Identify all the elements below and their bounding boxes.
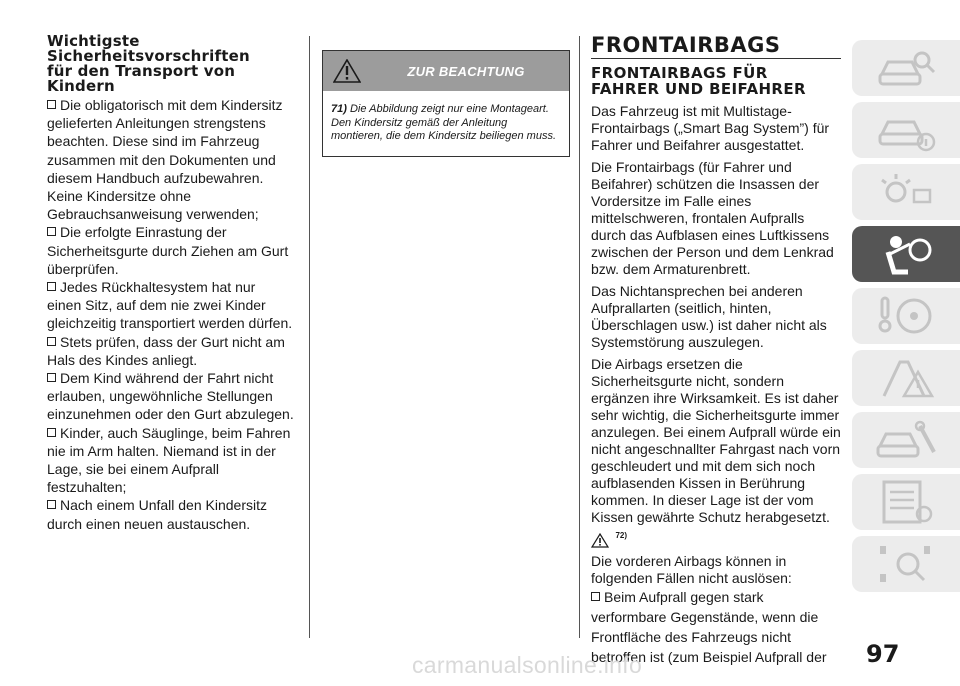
section-subtitle [591,65,841,97]
text-line [47,496,297,514]
line-text: überprüfen. [47,260,119,277]
warning-triangle-icon [591,533,609,548]
heading-line: Sicherheitsvorschriften [47,47,250,65]
text-line [591,587,841,607]
line-text: verformbare Gegenstände, wenn die [591,609,819,626]
line-text: Die obligatorisch mit dem Kindersitz [60,97,283,113]
right-column [591,34,841,667]
line-text: Gebrauchsanweisung verwenden; [47,206,259,223]
heading-line: Wichtigste [47,32,140,50]
text-line [47,114,297,132]
line-text: beachten. Diese sind im Fahrzeug [47,133,260,150]
text-line [47,96,297,114]
text-line [47,132,297,150]
column-divider [579,36,580,638]
bullet-square-icon [591,592,600,601]
chapter-tab[interactable] [852,350,960,406]
bullet-square-icon [47,500,56,509]
text-line [47,333,297,351]
text-line [47,278,297,296]
subtitle-line: FRONTAIRBAGS FÜR [591,64,768,82]
text-line [47,223,297,241]
line-text: Nach einem Unfall den Kindersitz [60,497,267,514]
paragraph: Das Nichtansprechen bei anderen Aufprallarten (seitlich, hinten, Überschlagen usw.) ist daher nicht als Systemstörung auszulegen. [591,283,827,350]
heading-line: für den Transport von [47,62,236,80]
line-text: Lage, sie bei einem Aufprall [47,461,219,478]
specs-list-icon [874,478,938,526]
middle-column [322,50,570,157]
line-text: Jedes Rückhaltesystem hat nur [60,279,256,296]
text-line [47,260,297,278]
text-line [591,627,841,647]
line-text: Die erfolgte Einrastung der [60,224,227,241]
chapter-tab[interactable] [852,164,960,220]
section-heading [47,34,297,94]
line-text: Stets prüfen, dass der Gurt nicht am [60,333,285,350]
line-text: nie im Arm halten. Niemand ist in der [47,442,276,459]
warning-ref-number: 72) [615,531,628,540]
title-rule [591,58,841,59]
text-line [47,242,297,260]
line-text: Sicherheitsgurte durch Ziehen am Gurt [47,242,289,259]
note-number: 71) [331,103,347,115]
heading-line: Kindern [47,77,115,95]
note-box [322,50,570,157]
airbag-paragraphs [591,103,841,526]
line-text: festzuhalten; [47,479,127,496]
text-line [47,187,297,205]
bullet-square-icon [47,373,56,382]
text-line [47,369,297,387]
paragraph: Das Fahrzeug ist mit Multistage-Frontairbags („Smart Bag System”) für Fahrer und Beifahrer ausgestattet. [591,103,830,153]
text-line [591,607,841,627]
text-line [47,205,297,223]
safety-rules-list [47,96,297,533]
text-line [47,478,297,496]
warning-lights-icon [874,168,938,216]
subtitle-line: FAHRER UND BEIFAHRER [591,80,806,98]
bullet-square-icon [47,282,56,291]
text-line [47,351,297,369]
line-text: Kinder, auch Säuglinge, beim Fahren [60,424,291,441]
line-text: erlauben, ungewöhnliche Stellungen [47,388,273,405]
text-line [47,296,297,314]
line-text: gelieferten Anleitungen strengstens [47,115,266,132]
chapter-tab[interactable] [852,226,960,282]
paragraph: Die Airbags ersetzen die Sicherheitsgurte nicht, sondern ergänzen ihre Wirksamkeit. Es ist daher sehr wichtig, die Sicherheitsgurte immer anzulegen. Bei einem Aufprall würde ein nicht angeschnallter Fahrgast nach vorn geschleudert und mit dem sich noch aufblasenden Kissen in Berührung kommen. In dieser Lage ist der vom Kissen gewährte Schutz herabgesetzt. [591,356,841,525]
paragraph: Die Frontairbags (für Fahrer und Beifahrer) schützen die Insassen der Vordersitze im Falle eines mittelschweren, frontalen Aufpralls durch das Aufblasen eines Luftkissens zwischen der Person und dem Lenkrad bzw. dem Armaturenbrett. [591,159,834,277]
line-text: einzunehmen oder den Gurt abzulegen. [47,406,294,423]
text-line [47,442,297,460]
note-text: Die Abbildung zeigt nur eine Montageart. Den Kindersitz gemäß der Anleitung montieren, die dem Kindersitz beiliegen muss. [331,103,557,142]
column-divider [309,36,310,638]
line-text: Frontfläche des Fahrzeugs nicht [591,629,791,646]
airbag-seat-icon [874,230,938,278]
text-line [47,424,297,442]
paragraph: Die vorderen Airbags können in folgenden Fällen nicht auslösen: [591,553,792,587]
key-steering-icon [874,292,938,340]
text-line [47,151,297,169]
line-text: zusammen mit den Dokumenten und [47,151,276,168]
chapter-tab[interactable] [852,536,960,592]
text-line [47,460,297,478]
page-number: 97 [866,640,900,668]
line-text: einen Sitz, auf dem nie zwei Kinder [47,297,266,314]
bullet-square-icon [47,100,56,109]
line-text: diesem Handbuch aufzubewahren. [47,169,264,186]
index-search-icon [874,540,938,588]
line-text: durch einen neuen austauschen. [47,515,251,532]
text-line [47,169,297,187]
chapter-tab[interactable] [852,412,960,468]
warning-reference [591,531,841,549]
text-line [47,387,297,405]
line-text: Keine Kindersitze ohne [47,188,191,205]
chapter-tab[interactable] [852,102,960,158]
line-text: Hals des Kindes anliegt. [47,351,198,368]
watermark: carmanualsonline.info [412,652,643,678]
left-column [47,34,297,533]
chapter-title: FRONTAIRBAGS [591,33,781,57]
line-text: gleichzeitig transportiert werden dürfen. [47,315,293,332]
chapter-tab[interactable] [852,40,960,96]
bullet-square-icon [47,428,56,437]
car-info-icon [874,106,938,154]
warning-triangle-icon [333,59,361,83]
bullet-square-icon [47,227,56,236]
text-line [47,314,297,332]
bullet-square-icon [47,337,56,346]
car-service-icon [874,416,938,464]
text-line [47,515,297,533]
line-text: Dem Kind während der Fahrt nicht [60,370,274,387]
line-text: betroffen ist (zum Beispiel Aufprall der [591,649,827,666]
chapter-tab[interactable] [852,474,960,530]
note-title: ZUR BEACHTUNG [407,63,525,79]
note-body [323,91,569,156]
car-search-icon [874,44,938,92]
text-line [47,405,297,423]
road-warning-icon [874,354,938,402]
line-text: Beim Aufprall gegen stark [604,589,764,606]
chapter-tab[interactable] [852,288,960,344]
note-header [323,51,569,91]
